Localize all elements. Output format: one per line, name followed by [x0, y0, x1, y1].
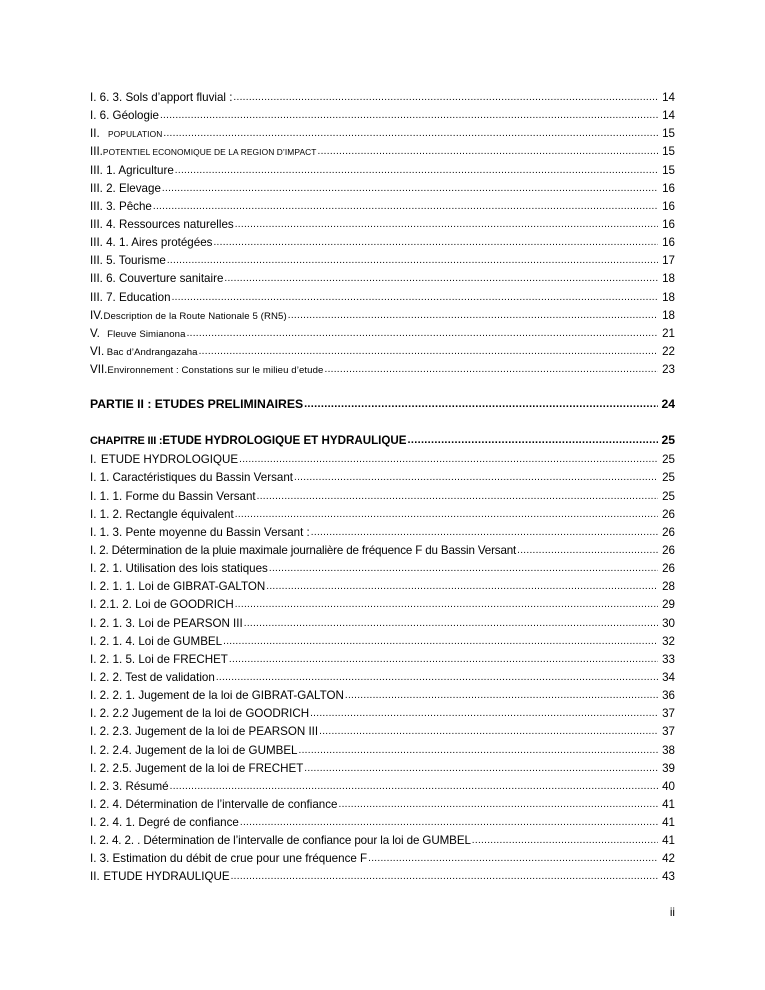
- toc-entry[interactable]: [90, 542, 675, 560]
- toc-entry-label: III. 2. Elevage: [90, 181, 161, 195]
- toc-dot-leader: [294, 468, 658, 487]
- toc-entry-page: 38: [662, 743, 675, 757]
- toc-dot-leader: [304, 759, 658, 778]
- toc-entry-page: 26: [662, 543, 675, 557]
- toc-part-heading[interactable]: [90, 395, 675, 415]
- toc-entry-page: 37: [662, 725, 675, 739]
- toc-entry[interactable]: [90, 796, 675, 814]
- toc-entry[interactable]: [90, 451, 675, 469]
- toc-entry[interactable]: [90, 669, 675, 687]
- toc-entry-page: 26: [662, 507, 675, 521]
- toc-entry[interactable]: [90, 162, 675, 180]
- toc-dot-leader: [288, 306, 658, 325]
- toc-entry-label: III. 4. 1. Aires protégées: [90, 236, 213, 250]
- toc-chapter-heading[interactable]: [90, 431, 675, 451]
- toc-entry-page: 21: [662, 326, 675, 340]
- toc-entry[interactable]: [90, 198, 675, 216]
- toc-entry[interactable]: [90, 216, 675, 234]
- toc-dot-leader: [408, 430, 658, 449]
- toc-entry-label: I. 2. 4. 2. . Détermination de l’intervalle de confiance pour la loi de GUMBEL: [90, 834, 471, 848]
- toc-entry-page: 23: [662, 363, 675, 377]
- toc-entry-number: VII.: [90, 363, 108, 377]
- toc-entry[interactable]: [90, 578, 675, 596]
- toc-chapter-label: ETUDE HYDROLOGIQUE ET HYDRAULIQUE: [162, 434, 407, 448]
- toc-dot-leader: [244, 614, 658, 633]
- toc-entry-label: III. 5. Tourisme: [90, 254, 166, 268]
- toc-entry-page: 17: [662, 254, 675, 268]
- toc-entry-page: 16: [662, 236, 675, 250]
- toc-entry-label: I. 1. 3. Pente moyenne du Bassin Versant :: [90, 525, 310, 539]
- toc-entry-label: I. 2. 1. 4. Loi de GUMBEL: [90, 634, 223, 648]
- toc-entry-label: III. 6. Couverture sanitaire: [90, 272, 224, 286]
- toc-part-label: PARTIE II : ETUDES PRELIMINAIRES: [90, 397, 304, 412]
- toc-entry-label: III. 3. Pêche: [90, 199, 152, 213]
- toc-entry[interactable]: [90, 361, 675, 379]
- toc-entry[interactable]: [90, 651, 675, 669]
- toc-entry-label: I. 2. 2.4. Jugement de la loi de GUMBEL: [90, 743, 298, 757]
- toc-entry[interactable]: [90, 469, 675, 487]
- toc-entry-label: I. 2. 2.2 Jugement de la loi de GOODRICH: [90, 707, 310, 721]
- toc-entry-label: I. 2.1. 2. Loi de GOODRICH: [90, 598, 234, 612]
- toc-dot-leader: [187, 324, 658, 343]
- toc-chapter-number: CHAPITRE III :: [90, 435, 163, 448]
- toc-entry-page: 25: [662, 453, 675, 467]
- toc-entry-label: I. 2. 2. 1. Jugement de la loi de GIBRAT-GALTON: [90, 689, 344, 703]
- toc-entry[interactable]: [90, 307, 675, 325]
- toc-dot-leader: [338, 795, 658, 814]
- toc-dot-leader: [153, 197, 658, 216]
- toc-entry-label: I. 2. 1. 5. Loi de FRECHET: [90, 652, 228, 666]
- toc-entry-page: 40: [662, 779, 675, 793]
- toc-entry[interactable]: [90, 868, 675, 886]
- toc-dot-leader: [269, 559, 658, 578]
- toc-entry-label: Bac d’Andrangazaha: [106, 346, 198, 358]
- toc-entry-page: 26: [662, 562, 675, 576]
- toc-entry-number: V.: [90, 326, 100, 340]
- toc-entry-label: Description de la Route Nationale 5 (RN5): [103, 310, 287, 322]
- toc-dot-leader: [324, 360, 658, 379]
- spacer: [90, 415, 675, 431]
- toc-dot-leader: [224, 269, 658, 288]
- toc-entry[interactable]: [90, 143, 675, 161]
- toc-entry-page: 18: [662, 308, 675, 322]
- toc-entry[interactable]: [90, 270, 675, 288]
- toc-entry-label: I. 2. 4. Détermination de l’intervalle de confiance: [90, 797, 338, 811]
- toc-entry-page: 18: [662, 290, 675, 304]
- toc-entry-number: II.: [90, 870, 100, 884]
- toc-entry[interactable]: [90, 107, 675, 125]
- toc-dot-leader: [213, 233, 658, 252]
- toc-entry-label: ETUDE HYDRAULIQUE: [103, 870, 230, 884]
- toc-entry[interactable]: [90, 89, 675, 107]
- toc-entry-label: III. 7. Education: [90, 290, 171, 304]
- toc-dot-leader: [235, 215, 658, 234]
- toc-dot-leader: [239, 450, 658, 469]
- toc-chapter-page: 25: [661, 433, 675, 448]
- toc-entry[interactable]: [90, 615, 675, 633]
- toc-part-page: 24: [661, 397, 675, 412]
- page-number: ii: [669, 906, 675, 919]
- toc-entry-label: I. 2. 1. 1. Loi de GIBRAT-GALTON: [90, 580, 266, 594]
- toc-dot-leader: [517, 541, 658, 560]
- toc-entry[interactable]: [90, 633, 675, 651]
- toc-entry-page: 14: [662, 109, 675, 123]
- toc-entry[interactable]: [90, 832, 675, 850]
- toc-entry-page: 22: [662, 344, 675, 358]
- toc-entry-page: 39: [662, 761, 675, 775]
- toc-dot-leader: [229, 650, 658, 669]
- toc-entry-page: 37: [662, 707, 675, 721]
- toc-entry-page: 29: [662, 598, 675, 612]
- toc-entry[interactable]: [90, 506, 675, 524]
- toc-dot-leader: [304, 394, 658, 413]
- toc-dot-leader: [235, 505, 658, 524]
- toc-entry[interactable]: [90, 850, 675, 868]
- toc-entry-page: 32: [662, 634, 675, 648]
- toc-dot-leader: [199, 342, 658, 361]
- toc-entry-label: I. 6. Géologie: [90, 109, 159, 123]
- toc-entry-label: I. 1. Caractéristiques du Bassin Versant: [90, 471, 293, 485]
- toc-entry-page: 34: [662, 670, 675, 684]
- toc-dot-leader: [160, 106, 658, 125]
- toc-entry[interactable]: [90, 814, 675, 832]
- toc-entry[interactable]: [90, 687, 675, 705]
- toc-entry-page: 28: [662, 580, 675, 594]
- toc-entry[interactable]: [90, 234, 675, 252]
- toc-entry-number: IV.: [90, 308, 104, 322]
- toc-entry-page: 42: [662, 852, 675, 866]
- toc-entry-label: I. 1. 1. Forme du Bassin Versant: [90, 489, 256, 503]
- toc-dot-leader: [233, 88, 658, 107]
- toc-entry[interactable]: [90, 560, 675, 578]
- toc-entry-label: Environnement : Constations sur le milieu d’etude: [107, 365, 324, 377]
- toc-entry[interactable]: [90, 524, 675, 542]
- toc-dot-leader: [240, 813, 658, 832]
- toc-entry-page: 16: [662, 217, 675, 231]
- toc-dot-leader: [235, 595, 658, 614]
- toc-entry-page: 25: [662, 471, 675, 485]
- toc-entry-page: 41: [662, 816, 675, 830]
- toc-entry-page: 25: [662, 489, 675, 503]
- toc-dot-leader: [319, 722, 658, 741]
- toc-dot-leader: [266, 577, 658, 596]
- toc-entry-label: I. 2. 4. 1. Degré de confiance: [90, 816, 239, 830]
- toc-entry-label: I. 2. 1. 3. Loi de PEARSON III: [90, 616, 243, 630]
- toc-entry-label: III. 4. Ressources naturelles: [90, 217, 234, 231]
- toc-dot-leader: [472, 831, 658, 850]
- toc-entry[interactable]: [90, 343, 675, 361]
- toc-entry-label: I. 6. 3. Sols d’apport fluvial :: [90, 91, 233, 104]
- toc-dot-leader: [345, 686, 658, 705]
- toc-entry-page: 33: [662, 652, 675, 666]
- toc-dot-leader: [167, 251, 658, 270]
- toc-entry[interactable]: [90, 723, 675, 741]
- toc-entry-page: 14: [662, 91, 675, 104]
- toc-entry[interactable]: [90, 325, 675, 343]
- spacer: [90, 379, 675, 395]
- toc-entry-label: I. 3. Estimation du débit de crue pour une fréquence F: [90, 852, 368, 866]
- toc-entry-label: Fleuve Simianona: [107, 328, 186, 340]
- toc-entry-label: ETUDE HYDROLOGIQUE: [100, 453, 239, 467]
- toc-entry[interactable]: [90, 289, 675, 307]
- toc-entry-number: VI.: [90, 344, 105, 358]
- toc-entry[interactable]: [90, 596, 675, 614]
- toc-entry-page: 26: [662, 525, 675, 539]
- toc-entry[interactable]: [90, 742, 675, 760]
- toc-entry-number: I.: [90, 453, 97, 467]
- toc-dot-leader: [170, 777, 658, 796]
- toc-dot-leader: [318, 142, 659, 161]
- toc-entry-page: 30: [662, 616, 675, 630]
- toc-entry-label: I. 2. 2.3. Jugement de la loi de PEARSON III: [90, 725, 319, 739]
- toc-entry-label: POPULATION: [108, 129, 163, 140]
- toc-entry[interactable]: [90, 252, 675, 270]
- toc-entry[interactable]: [90, 488, 675, 506]
- toc-entry[interactable]: [90, 125, 675, 143]
- toc-entry-label: I. 2. 2.5. Jugement de la loi de FRECHET: [90, 761, 304, 775]
- toc-dot-leader: [216, 668, 658, 687]
- toc-entry-page: 41: [662, 834, 675, 848]
- toc-entry-number: III.: [90, 145, 103, 159]
- toc-entry-label: I. 2. 2. Test de validation: [90, 670, 215, 684]
- toc-dot-leader: [368, 849, 658, 868]
- toc-entry-page: 36: [662, 689, 675, 703]
- toc-entry-label: III. 1. Agriculture: [90, 163, 174, 177]
- toc-entry-label: POTENTIEL ECONOMIQUE DE LA REGION D’IMPACT: [102, 147, 317, 158]
- toc-dot-leader: [311, 523, 658, 542]
- table-of-contents: [90, 89, 675, 887]
- toc-entry-page: 41: [662, 797, 675, 811]
- toc-entry-page: 16: [662, 181, 675, 195]
- toc-entry[interactable]: [90, 180, 675, 198]
- toc-entry[interactable]: [90, 760, 675, 778]
- toc-dot-leader: [257, 487, 658, 506]
- toc-entry-page: 18: [662, 272, 675, 286]
- toc-entry-number: II.: [90, 127, 100, 141]
- toc-dot-leader: [310, 704, 658, 723]
- toc-entry-label: I. 1. 2. Rectangle équivalent: [90, 507, 234, 521]
- toc-entry[interactable]: [90, 778, 675, 796]
- toc-entry-page: 15: [662, 145, 675, 159]
- toc-entry-page: 15: [662, 163, 675, 177]
- toc-entry-label: I. 2. 3. Résumé: [90, 779, 169, 793]
- toc-dot-leader: [172, 288, 658, 307]
- toc-entry-page: 43: [662, 870, 675, 884]
- toc-entry[interactable]: [90, 705, 675, 723]
- toc-dot-leader: [163, 124, 658, 143]
- toc-entry-label: I. 2. 1. Utilisation des lois statiques: [90, 562, 268, 576]
- toc-dot-leader: [175, 161, 658, 180]
- toc-dot-leader: [299, 741, 658, 760]
- toc-dot-leader: [231, 867, 658, 886]
- toc-entry-page: 16: [662, 199, 675, 213]
- toc-dot-leader: [223, 632, 658, 651]
- toc-dot-leader: [162, 179, 658, 198]
- toc-entry-label: I. 2. Détermination de la pluie maximale journalière de fréquence F du Bassin Versant: [90, 543, 517, 557]
- toc-entry-page: 15: [662, 127, 675, 141]
